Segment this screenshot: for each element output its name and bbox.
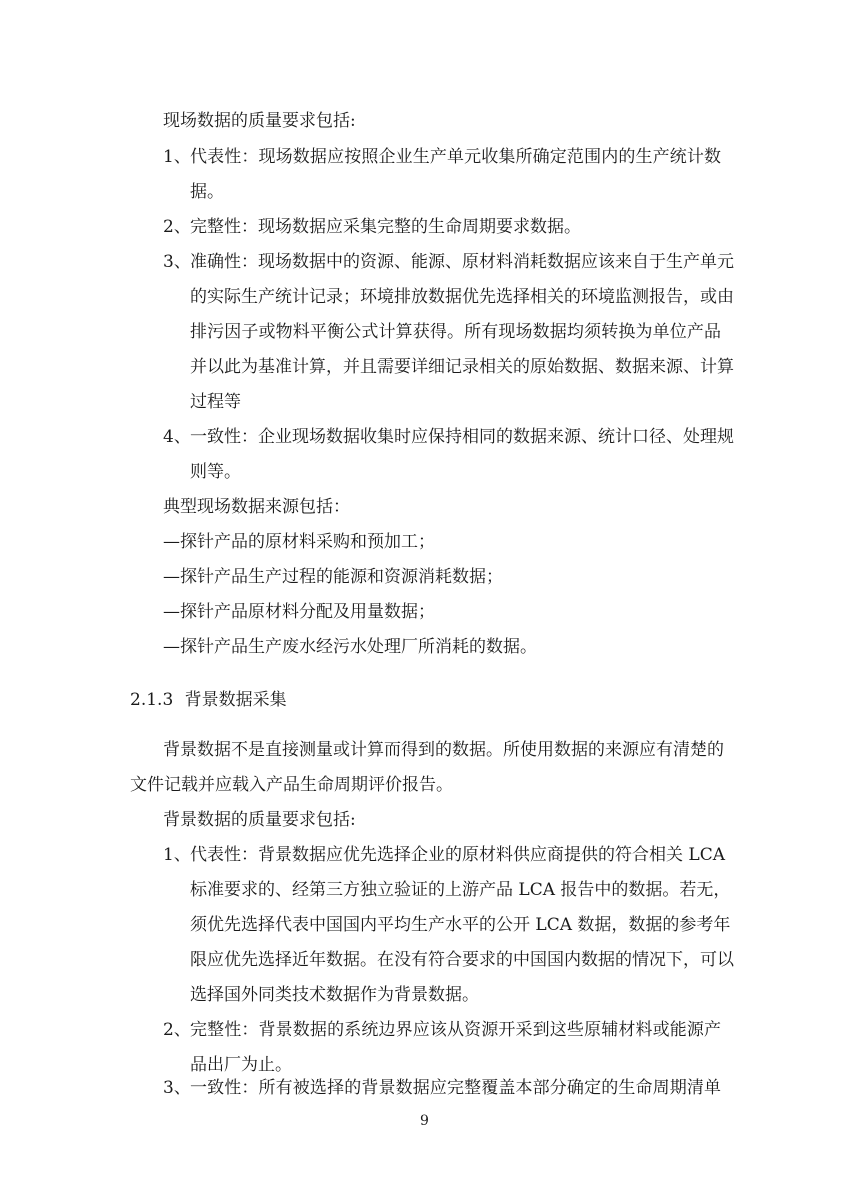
- list-item-number: 3、: [163, 252, 191, 272]
- list-item-text: 限应优先选择近年数据。在没有符合要求的中国国内数据的情况下，可以: [190, 950, 734, 970]
- field-quality-intro: 现场数据的质量要求包括:: [163, 111, 356, 131]
- list-item-text: 并以此为基准计算，并且需要详细记录相关的原始数据、数据来源、计算: [190, 357, 734, 377]
- section-heading: [130, 690, 287, 710]
- source-item: —探针产品生产废水经污水处理厂所消耗的数据。: [163, 637, 537, 657]
- source-item: —探针产品原材料分配及用量数据；: [163, 602, 435, 622]
- list-item-text: 准确性：现场数据中的资源、能源、原材料消耗数据应该来自于生产单元: [190, 252, 734, 272]
- list-item-text: 标准要求的、经第三方独立验证的上游产品 LCA 报告中的数据。若无，: [190, 880, 731, 900]
- paragraph-line: 背景数据不是直接测量或计算而得到的数据。所使用数据的来源应有清楚的: [163, 740, 724, 760]
- typical-sources-intro: 典型现场数据来源包括：: [163, 497, 350, 517]
- list-item-number: 2、: [163, 217, 191, 237]
- page-number: 9: [420, 1113, 429, 1129]
- list-item-text: 选择国外同类技术数据作为背景数据。: [190, 985, 479, 1005]
- list-item-text: 则等。: [190, 462, 241, 482]
- list-item-text: 完整性：现场数据应采集完整的生命周期要求数据。: [190, 217, 581, 237]
- list-item-number: 4、: [163, 427, 191, 447]
- list-item-number: 3、: [163, 1078, 191, 1098]
- list-item-text: 完整性：背景数据的系统边界应该从资源开采到这些原辅材料或能源产: [190, 1020, 721, 1040]
- list-item-number: 1、: [163, 147, 191, 167]
- list-item-text: 一致性：所有被选择的背景数据应完整覆盖本部分确定的生命周期清单: [190, 1078, 721, 1098]
- list-item-text: 品出厂为止。: [190, 1055, 292, 1075]
- background-quality-intro: 背景数据的质量要求包括:: [163, 810, 356, 830]
- source-item: —探针产品的原材料采购和预加工；: [163, 532, 435, 552]
- list-item-text: 代表性：背景数据应优先选择企业的原材料供应商提供的符合相关 LCA: [190, 845, 725, 865]
- list-item-text: 过程等: [190, 392, 241, 412]
- list-item-number: 1、: [163, 845, 191, 865]
- source-item: —探针产品生产过程的能源和资源消耗数据；: [163, 567, 503, 587]
- section-title: 背景数据采集: [184, 690, 287, 710]
- list-item-text: 须优先选择代表中国国内平均生产水平的公开 LCA 数据，数据的参考年: [190, 915, 731, 935]
- paragraph-line: 文件记载并应载入产品生命周期评价报告。: [130, 775, 453, 795]
- section-number: 2.1.3: [130, 690, 174, 710]
- list-item-text: 的实际生产统计记录；环境排放数据优先选择相关的环境监测报告，或由: [190, 287, 734, 307]
- list-item-text: 排污因子或物料平衡公式计算获得。所有现场数据均须转换为单位产品: [190, 322, 721, 342]
- list-item-text: 一致性：企业现场数据收集时应保持相同的数据来源、统计口径、处理规: [190, 427, 734, 447]
- list-item-text: 据。: [190, 182, 224, 202]
- list-item-text: 代表性：现场数据应按照企业生产单元收集所确定范围内的生产统计数: [190, 147, 721, 167]
- list-item-number: 2、: [163, 1020, 191, 1040]
